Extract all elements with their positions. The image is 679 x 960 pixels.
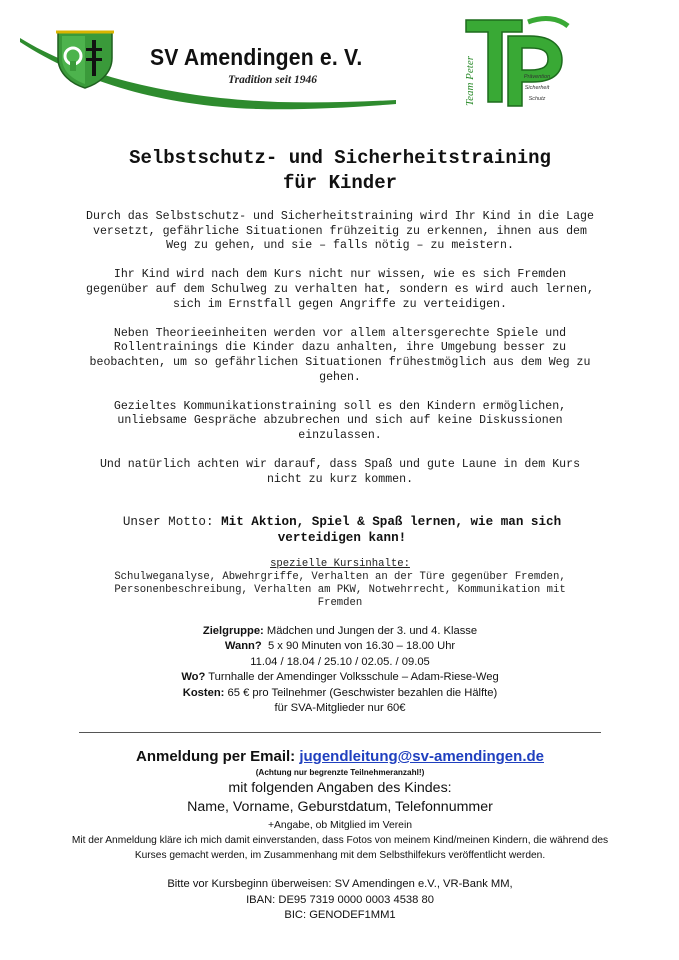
target-group-row — [90, 624, 590, 639]
cost-value: 65 € pro Teilnehmer (Geschwister bezahlen die Hälfte) — [227, 686, 498, 699]
course-contents-text: Schulweganalyse, Abwehrgriffe, Verhalten an der Türe gegenüber Fremden, Personenbeschreibung, Verhalten am PKW, Notwehrrecht, Kommunikation mit Fremden — [114, 571, 566, 610]
registration-required-fields: Name, Vorname, Geburstdatum, Telefonnummer — [187, 799, 493, 815]
when-label: Wann? — [224, 640, 262, 653]
tagline-word: Prävention — [523, 74, 551, 80]
registration-membership-note: +Angabe, ob Mitglied im Verein — [267, 820, 413, 831]
payment-line: Bitte vor Kursbeginn überweisen: SV Amendingen e.V., VR-Bank MM, — [167, 878, 513, 890]
intro-paragraph: Durch das Selbstschutz- und Sicherheitstraining wird Ihr Kind in die Lage versetzt, gefährliche Situationen frühzeitig zu erkennen, ihnen aus dem Weg zu gehen, und sie – falls nötig – zu meistern. — [86, 210, 594, 253]
divider — [79, 732, 601, 733]
intro-paragraph: Gezieltes Kommunikationstraining soll es den Kindern ermöglichen, unliebsame Gespräche abzubrechen und sich auf keine Diskussionen einzulassen. — [113, 399, 567, 442]
club-name: SV Amendingen e. V. — [150, 44, 363, 70]
when-row — [90, 639, 590, 654]
motto-text: Mit Aktion, Spiel & Spaß lernen, wie man sich verteidigen kann! — [221, 515, 562, 545]
where-label: Wo? — [181, 671, 206, 684]
team-peter-tagline — [512, 72, 562, 105]
registration-heading — [60, 748, 620, 765]
motto-label: Unser Motto: — [122, 515, 214, 529]
course-contents-heading: spezielle Kursinhalte: — [270, 558, 410, 570]
tagline-word: Sicherheit — [524, 85, 550, 91]
payment-iban: IBAN: DE95 7319 0000 0003 4538 80 — [246, 893, 434, 906]
target-group-label: Zielgruppe: — [202, 625, 264, 637]
dates-row: 11.04 / 18.04 / 25.10 / 02.05. / 09.05 — [250, 655, 430, 668]
intro-paragraph: Neben Theorieeinheiten werden vor allem altersgerechte Spiele und Rollentrainings die Kinder dazu anhalten, ihre Umgebung besser zu beobachten, um so gefährlichen Situationen frühestmöglich aus dem Weg zu gehen. — [89, 326, 591, 384]
where-row — [90, 670, 590, 685]
course-details — [90, 624, 590, 716]
motto — [92, 514, 592, 546]
photo-consent-text: Mit der Anmeldung kläre ich mich damit einverstanden, dass Fotos von meinem Kind/meinen Kindern, die während des Kurses gemacht werden, im Zusammenhang mit dem Selbsthilfekurs veröffentlicht werden. — [71, 835, 609, 861]
tagline-word: Schutz — [528, 96, 546, 102]
where-value: Turnhalle der Amendinger Volksschule – Adam-Riese-Weg — [208, 671, 499, 684]
cost-label: Kosten: — [182, 686, 225, 699]
intro-text — [80, 210, 600, 502]
registration-label: Anmeldung per Email: — [135, 748, 296, 765]
club-crest-logo — [52, 28, 118, 90]
team-peter-text: Team Peter — [464, 55, 476, 106]
club-tagline: Tradition seit 1946 — [228, 74, 318, 86]
cost-row — [90, 686, 590, 701]
registration-info-intro: mit folgenden Angaben des Kindes: — [228, 780, 452, 796]
when-value: 5 x 90 Minuten von 16.30 – 18.00 Uhr — [267, 640, 456, 653]
target-group-value: Mädchen und Jungen der 3. und 4. Klasse — [266, 625, 478, 637]
payment-bic: BIC: GENODEF1MM1 — [284, 909, 396, 922]
payment-details — [90, 877, 590, 924]
registration-email-link[interactable]: jugendleitung@sv-amendingen.de — [299, 748, 544, 765]
intro-paragraph: Und natürlich achten wir darauf, dass Spaß und gute Laune in dem Kurs nicht zu kurz kommen. — [99, 458, 581, 486]
intro-paragraph: Ihr Kind wird nach dem Kurs nicht nur wissen, wie es sich Fremden gegenüber auf dem Schulweg zu verhalten hat, sondern es wird auch lernen, sich im Ernstfall gegen Angriffe zu verteidigen. — [86, 268, 594, 311]
title-line-2: für Kinder — [282, 172, 398, 194]
member-price-row: für SVA-Mitglieder nur 60€ — [274, 702, 406, 715]
title-line-1: Selbstschutz- und Sicherheitstraining — [129, 147, 551, 169]
registration-note: (Achtung nur begrenzte Teilnehmeranzahl!) — [255, 768, 425, 777]
